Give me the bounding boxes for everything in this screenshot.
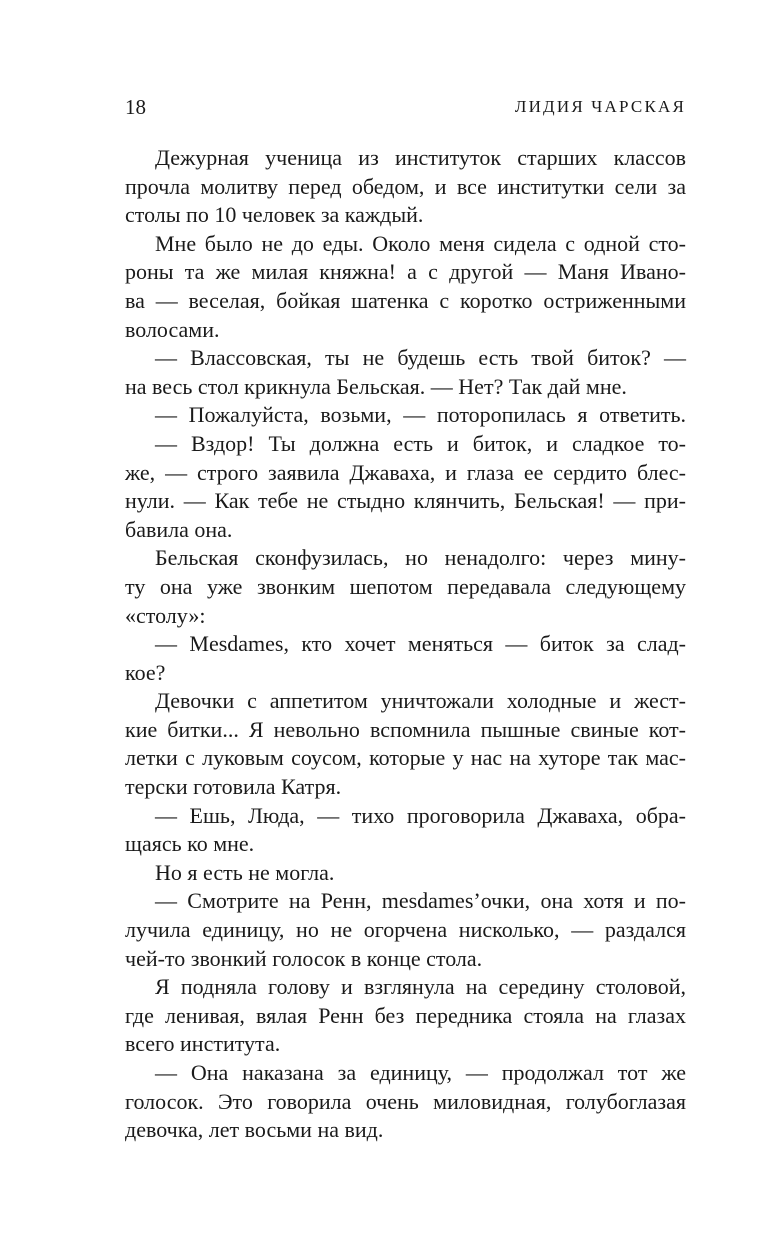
- text-line: ту она уже звонким шепотом передавала следующему: [125, 573, 686, 599]
- text-line: терски готовила Катря.: [125, 774, 342, 800]
- text-line: летки с луковым соусом, которые у нас на хуторе так мас-: [125, 745, 686, 771]
- text-line: «столу»:: [125, 602, 206, 628]
- body-text: [125, 144, 686, 1145]
- running-head-author: ЛИДИЯ ЧАРСКАЯ: [514, 97, 686, 116]
- text-line: кое?: [125, 659, 166, 685]
- text-line: Бельская сконфузилась, но ненадолго: через мину-: [155, 545, 686, 571]
- text-line: Мне было не до еды. Около меня сидела с одной сто-: [155, 230, 686, 256]
- page-header: [125, 94, 686, 120]
- text-line: щаясь ко мне.: [125, 831, 255, 857]
- text-line: девочка, лет восьми на вид.: [125, 1117, 384, 1143]
- text-line: Дежурная ученица из институток старших классов: [155, 145, 686, 170]
- text-line: — Ешь, Люда, — тихо проговорила Джаваха, обра-: [155, 802, 686, 828]
- text-line: всего института.: [125, 1031, 281, 1057]
- text-line: — Mesdames, кто хочет меняться — биток за слад-: [155, 631, 686, 657]
- text-line: — Смотрите на Ренн, mesdames’очки, она хотя и по-: [155, 888, 686, 914]
- text-line: Но я есть не могла.: [155, 859, 335, 885]
- text-line: где ленивая, вялая Ренн без передника стояла на глазах: [125, 1002, 686, 1028]
- text-line: голосок. Это говорила очень миловидная, голубоглазая: [125, 1088, 686, 1114]
- text-line: лучила единицу, но не огорчена нисколько, — раздался: [125, 917, 686, 943]
- text-line: Девочки с аппетитом уничтожали холодные и жест-: [155, 688, 686, 714]
- text-line: бавила она.: [125, 516, 233, 542]
- text-line: кие битки... Я невольно вспомнила пышные свиные кот-: [125, 716, 686, 742]
- text-line: роны та же милая княжна! а с другой — Маня Ивано-: [125, 259, 686, 285]
- text-line: — Вздор! Ты должна есть и биток, и сладкое то-: [155, 430, 686, 456]
- text-line: — Влассовская, ты не будешь есть твой биток? —: [155, 345, 686, 371]
- text-line: — Пожалуйста, возьми, — поторопилась я ответить.: [155, 402, 686, 428]
- text-line: чей-то звонкий голосок в конце стола.: [125, 945, 483, 971]
- text-line: же, — строго заявила Джаваха, и глаза ее сердито блес-: [125, 459, 686, 485]
- text-line: волосами.: [125, 316, 220, 342]
- text-line: ва — веселая, бойкая шатенка с коротко остриженными: [125, 287, 686, 313]
- text-line: прочла молитву перед обедом, и все институтки сели за: [125, 173, 686, 199]
- text-line: на весь стол крикнула Бельская. — Нет? Так дай мне.: [125, 373, 627, 399]
- page-number: 18: [125, 95, 146, 119]
- text-line: — Она наказана за единицу, — продолжал тот же: [155, 1060, 686, 1085]
- text-line: нули. — Как тебе не стыдно клянчить, Бельская! — при-: [125, 488, 686, 514]
- text-line: столы по 10 человек за каждый.: [125, 202, 424, 228]
- text-line: Я подняла голову и взглянула на середину столовой,: [155, 974, 686, 1000]
